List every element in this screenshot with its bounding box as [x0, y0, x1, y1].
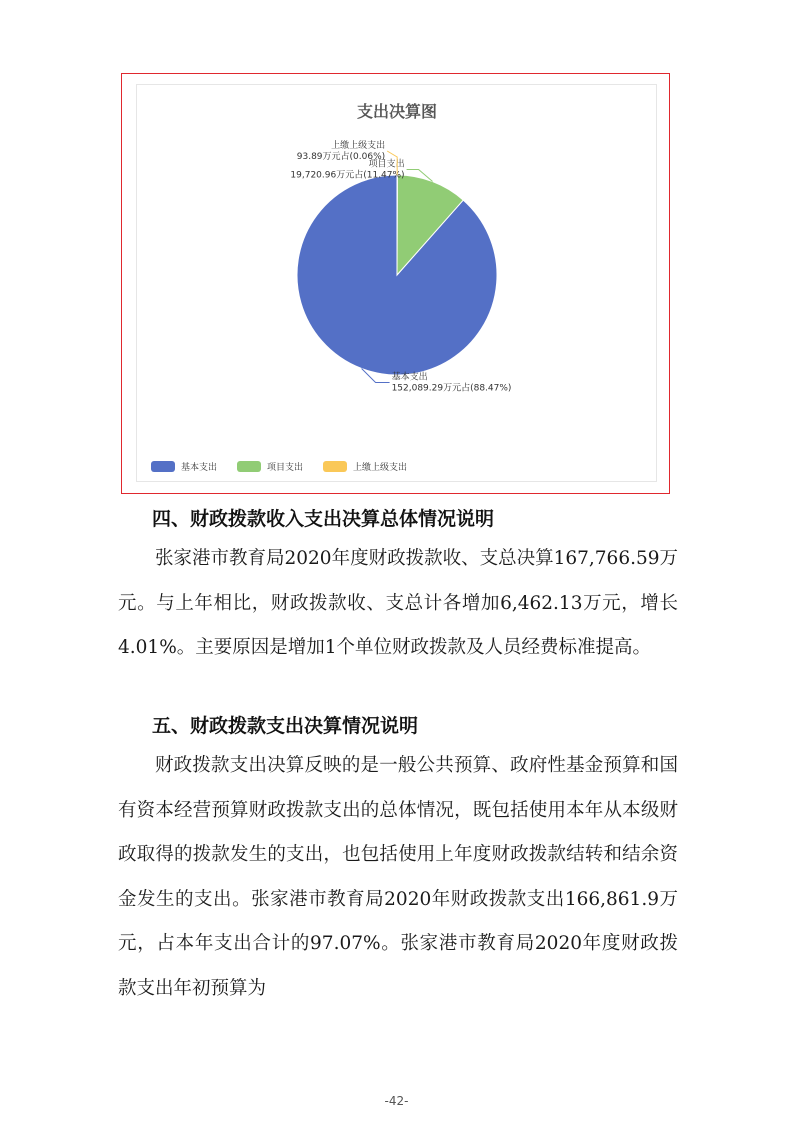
legend-swatch-1[interactable] — [151, 461, 175, 472]
section5-heading: 五、财政拨款支出决算情况说明 — [152, 715, 419, 737]
section5-paragraph: 财政拨款支出决算反映的是一般公共预算、政府性基金预算和国有资本经营预算财政拨款支出的总体情况，既包括使用本年从本级财政取得的拨款发生的支出，也包括使用上年度财政拨款结转和结余资金发生的支出。张家港市教育局2020年财政拨款支出166,861.9万元，占本年支出合计的97.07%。张家港市教育局2020年度财政拨款支出年初预算为 — [118, 755, 678, 999]
pie-chart — [136, 84, 657, 482]
section4-heading: 四、财政拨款收入支出决算总体情况说明 — [152, 508, 495, 530]
legend-label-1[interactable]: 基本支出 — [181, 463, 218, 473]
legend-swatch-2[interactable] — [237, 461, 261, 472]
slice-label-name-3: 上缴上级支出 — [331, 141, 386, 152]
legend-label-3[interactable]: 上缴上级支出 — [353, 463, 408, 473]
chart-frame — [121, 73, 670, 494]
page-number: -42- — [384, 1094, 409, 1108]
slice-label-value-1: 152,089.29万元占(88.47%) — [391, 383, 512, 394]
legend-label-2[interactable]: 项目支出 — [267, 463, 304, 473]
legend-swatch-3[interactable] — [323, 461, 347, 472]
slice-label-name-2: 项目支出 — [368, 159, 405, 170]
slice-label-value-3: 93.89万元占(0.06%) — [296, 152, 386, 163]
slice-label-name-1: 基本支出 — [391, 372, 428, 383]
chart-title: 支出决算图 — [356, 102, 438, 121]
pie-chart-svg — [137, 85, 658, 483]
section4-paragraph: 张家港市教育局2020年度财政拨款收、支总决算167,766.59万元。与上年相比，财政拨款收、支总计各增加6,462.13万元，增长4.01%。主要原因是增加1个单位财政拨款及人员经费标准提高。 — [118, 548, 679, 659]
slice-label-value-2: 19,720.96万元占(11.47%) — [290, 170, 405, 181]
